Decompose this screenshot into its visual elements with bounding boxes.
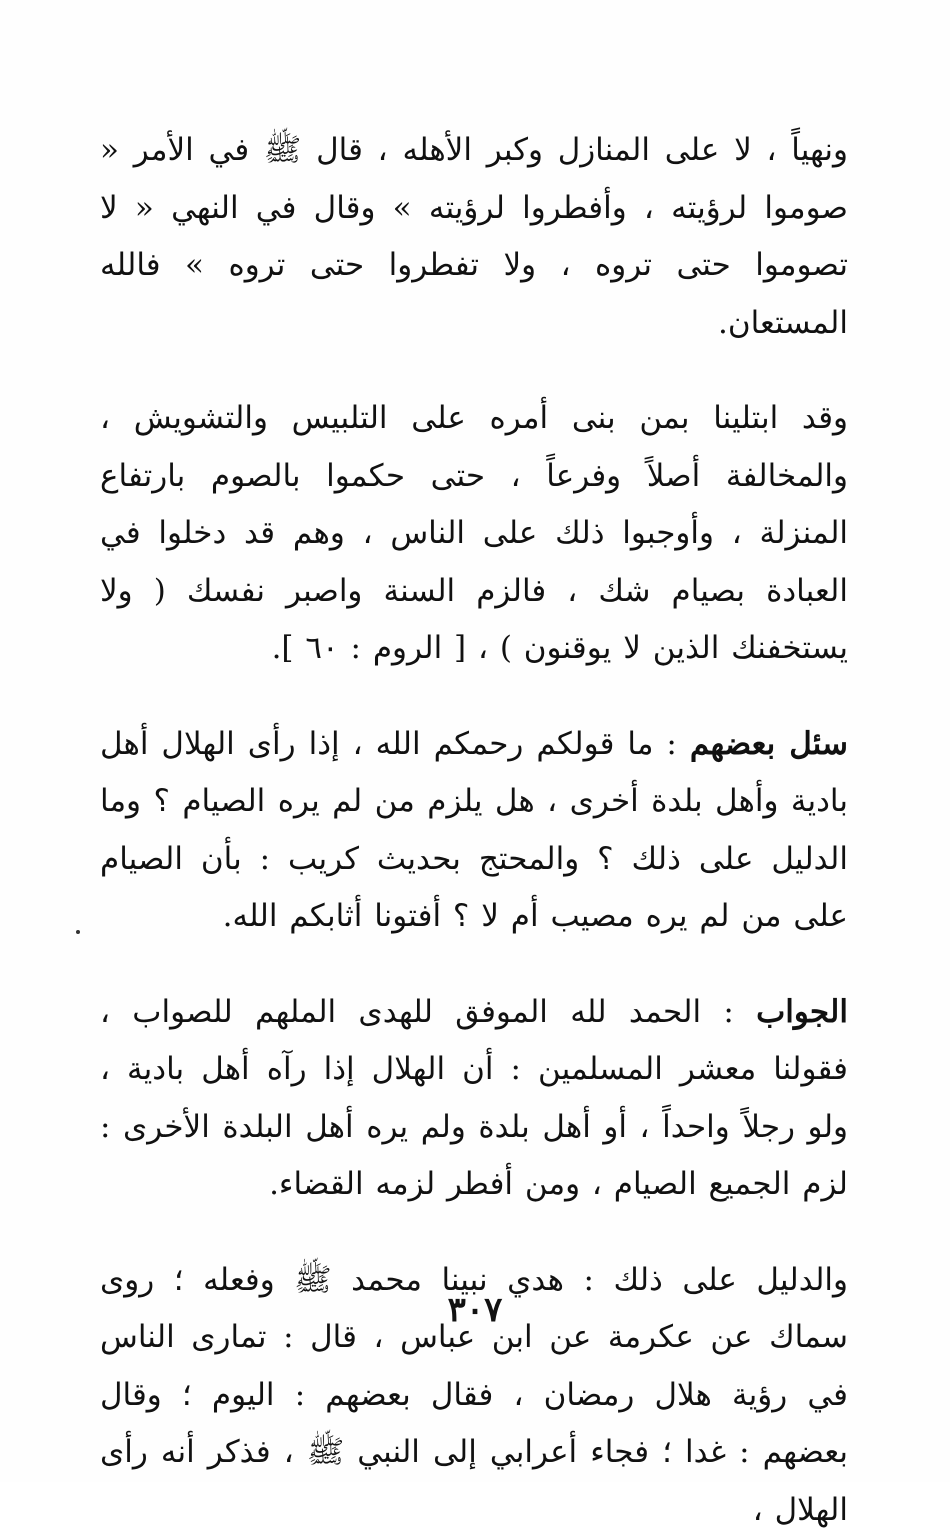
paragraph-3 [100,716,848,946]
paragraph-4 [100,984,848,1214]
paragraph-1-text: ونهياً ، لا على المنازل وكبر الأهله ، قال ﷺ في الأمر « صوموا لرؤيته ، وأفطروا لرؤيته » وقال في النهي « لا تصوموا حتى تروه ، ولا تفطروا حتى تروه » فالله المستعان. [100,132,848,341]
scan-speck [76,930,80,934]
paragraph-5-text: والدليل على ذلك : هدي نبينا محمد ﷺ وفعله ؛ روى سماك عن عكرمة عن ابن عباس ، قال : تمارى الناس في رؤية هلال رمضان ، فقال بعضهم : اليوم ؛ وقال بعضهم : غدا ؛ فجاء أعرابي إلى النبي ﷺ ، فذكر أنه رأى الهلال ، [100,1262,848,1528]
paragraph-3-lead: سئل بعضهم [690,726,848,762]
paragraph-1 [100,122,848,352]
page-number: ٣٠٧ [0,1290,950,1330]
paragraph-4-lead: الجواب [756,994,848,1030]
paragraph-2 [100,390,848,678]
paragraph-2-text: وقد ابتلينا بمن بنى أمره على التلبيس والتشويش ، والمخالفة أصلاً وفرعاً ، حتى حكموا بالصوم بارتفاع المنزلة ، وأوجبوا ذلك على الناس ، وهم قد دخلوا في العبادة بصيام شك ، فالزم السنة واصبر نفسك ( ولا يستخفنك الذين لا يوقنون ) ، [ الروم : ٦٠ ]. [100,400,848,666]
paragraph-4-text: : الحمد لله الموفق للهدى الملهم للصواب ، فقولنا معشر المسلمين : أن الهلال إذا رآه أهل بادية ، ولو رجلاً واحداً ، أو أهل بلدة ولم يره أهل البلدة الأخرى : لزم الجميع الصيام ، ومن أفطر لزمه القضاء. [100,994,848,1203]
paragraph-3-text: : ما قولكم رحمكم الله ، إذا رأى الهلال أهل بادية وأهل بلدة أخرى ، هل يلزم من لم يره الصيام ؟ وما الدليل على ذلك ؟ والمحتج بحديث كريب : بأن الصيام على من لم يره مصيب أم لا ؟ أفتونا أثابكم الله. [100,726,848,935]
